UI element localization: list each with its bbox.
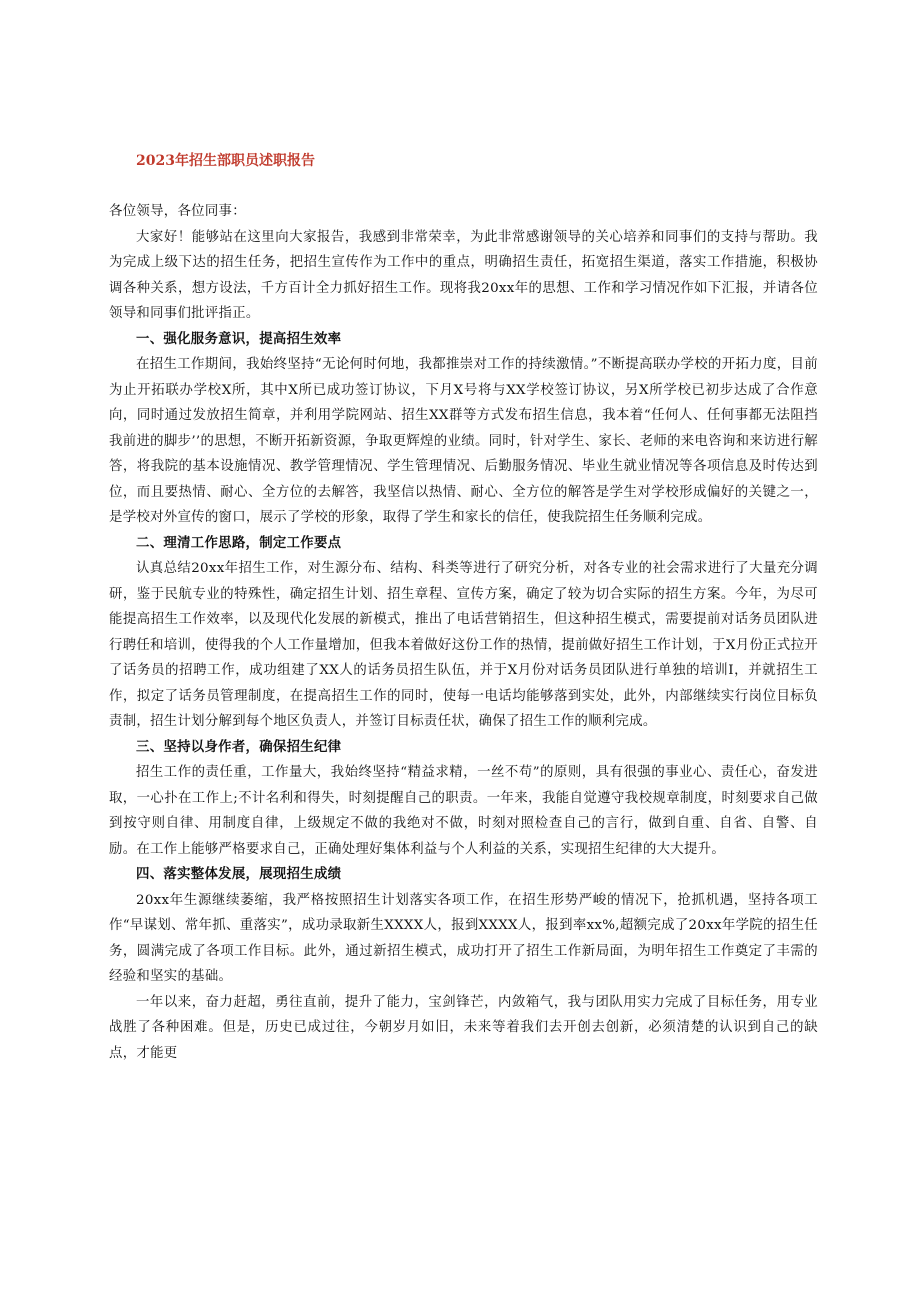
section-heading-2: 二、理清工作思路，制定工作要点 (136, 534, 342, 551)
section-heading-4: 四、落实整体发展，展现招生成绩 (136, 866, 342, 882)
section-body-1: 在招生工作期间，我始终坚持“无论何时何地，我都推崇对工作的持续激情。”不断提高联办学校的开拓力度，目前为止开拓联办学校X所，其中X所已成功签订协议，下月X号将与XX学校签订协议，另X所学校已初步达成了合作意向，同时通过发放招生简章，并利用学院网站、招生XX群等方式发布招生信息，我本着“任何人、任何事都无法阻挡我前进的脚步’’的思想，不断开拓新资源，争取更辉煌的业绩。同时，针对学生、家长、老师的来电咨询和来访进行解答，将我院的基本设施情况、教学管理情况、学生管理情况、后勤服务情况、毕业生就业情况等各项信息及时传达到位，而且要热情、耐心、全方位的去解答，我坚信以热情、耐心、全方位的解答是学生对学校形成偏好的关键之一，是学校对外宣传的窗口，展示了学校的形象，取得了学生和家长的信任，使我院招生任务顺利完成。 (109, 357, 818, 525)
section-heading-1: 一、强化服务意识，提高招生效率 (136, 330, 342, 347)
closing-paragraph: 一年以来，奋力赶超，勇往直前，提升了能力，宝剑锋芒，内敛箱气，我与团队用实力完成了目标任务，用专业战胜了各种困难。但是，历史已成过往，今朝岁月如旧，未来等着我们去开创去创新，必须清楚的认识到自己的缺点，才能更 (109, 994, 818, 1061)
section-heading-3: 三、坚持以身作者，确保招生纪律 (136, 738, 342, 755)
section-body-3: 招生工作的责任重，工作量大，我始终坚持“精益求精，一丝不苟”的原则，具有很强的事业心、责任心，奋发进取，一心扑在工作上;不计名利和得失，时刻提醒自己的职责。一年来，我能自觉遵守我校规章制度，时刻要求自己做到按守则自律、用制度自律，上级规定不做的我绝对不做，时刻对照检查自己的言行，做到自重、自省、自警、自励。在工作上能够严格要求自己，正确处理好集体利益与个人利益的关系，实现招生纪律的大大提升。 (109, 765, 818, 857)
document-title: 2023年招生部职员述职报告 (136, 153, 315, 169)
greeting: 各位领导，各位同事： (109, 204, 246, 219)
section-body-2: 认真总结20xx年招生工作，对生源分布、结构、科类等进行了研究分析，对各专业的社会需求进行了大量充分调研，鉴于民航专业的特殊性，确定招生计划、招生章程、宣传方案，确定了较为切合实际的招生方案。今年，为尽可能提高招生工作效率，以及现代化发展的新模式，推出了电话营销招生，但这种招生模式，需要提前对话务员团队进行聘任和培训，使得我的个人工作量增加，但我本着做好这份工作的热情，提前做好招生工作计划，于X月份正式拉开了话务员的招聘工作，成功组建了XX人的话务员招生队伍，并于X月份对话务员团队进行单独的培训I，并就招生工作，拟定了话务员管理制度，在提高招生工作的同时，使每一电话均能够落到实处，此外，内部继续实行岗位目标负责制，招生计划分解到每个地区负责人，并签订目标责任状，确保了招生工作的顺利完成。 (109, 561, 818, 729)
document-body (109, 199, 818, 1066)
intro-paragraph: 大家好！能够站在这里向大家报告，我感到非常荣幸，为此非常感谢领导的关心培养和同事们的支持与帮助。我为完成上级下达的招生任务，把招生宣传作为工作中的重点，明确招生责任，拓宽招生渠道，落实工作措施，积极协调各种关系，想方设法，千方百计全力抓好招生工作。现将我20xx年的思想、工作和学习情况作如下汇报，并请各位领导和同事们批评指正。 (109, 229, 818, 321)
section-body-4: 20xx年生源继续萎缩，我严格按照招生计划落实各项工作，在招生形势严峻的情况下，抢抓机遇，坚持各项工作“早谋划、常年抓、重落实”，成功录取新生XXXX人，报到XXXX人，报到率xx%,超额完成了20xx年学院的招生任务，圆满完成了各项工作目标。此外，通过新招生模式，成功打开了招生工作新局面，为明年招生工作奠定了丰需的经验和坚实的基础。 (109, 892, 818, 984)
